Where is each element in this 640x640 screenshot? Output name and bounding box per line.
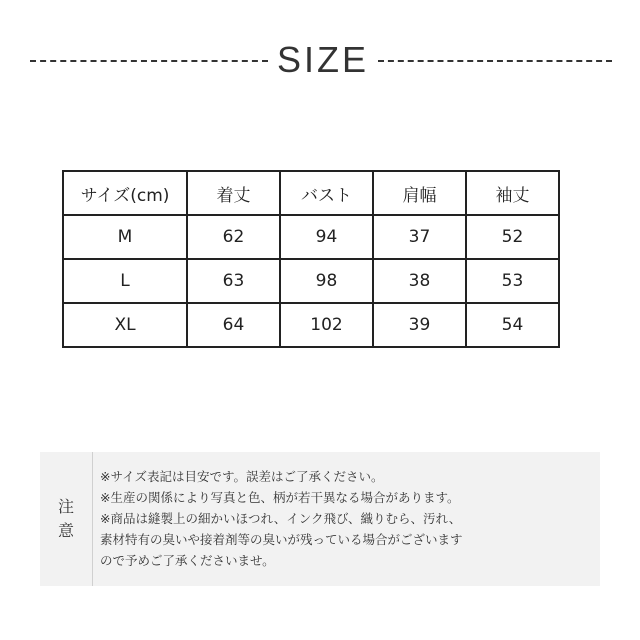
- table-header-row: [63, 171, 559, 215]
- size-table: [62, 170, 560, 348]
- table-cell: 53: [466, 259, 559, 303]
- table-cell: 64: [187, 303, 280, 347]
- notice-line: ※生産の関係により写真と色、柄が若干異なる場合があります。: [100, 490, 460, 505]
- header-cell-size: サイズ(cm): [63, 171, 187, 215]
- notice-label-text: 注意: [57, 497, 74, 540]
- table-cell: 37: [373, 215, 466, 259]
- notice-line: ※商品は縫製上の細かいほつれ、インク飛び、織りむら、汚れ、: [100, 511, 462, 526]
- header-cell-sleeve: 袖丈: [466, 171, 559, 215]
- notice-line: ので予めご了承くださいませ。: [100, 553, 275, 568]
- row-size-label: L: [63, 259, 187, 303]
- row-size-label: M: [63, 215, 187, 259]
- right-dashed-divider: [378, 60, 612, 62]
- notice-line: 素材特有の臭いや接着剤等の臭いが残っている場合がございます: [100, 532, 463, 547]
- header-cell-bust: バスト: [280, 171, 373, 215]
- table-cell: 102: [280, 303, 373, 347]
- left-dashed-divider: [30, 60, 268, 62]
- table-row: [63, 215, 559, 259]
- table-cell: 62: [187, 215, 280, 259]
- table-cell: 54: [466, 303, 559, 347]
- notice-line: ※サイズ表記は目安です。誤差はご了承ください。: [100, 469, 384, 484]
- table-cell: 38: [373, 259, 466, 303]
- notice-label: [40, 452, 93, 586]
- notice-box: [40, 452, 600, 586]
- table-cell: 94: [280, 215, 373, 259]
- page-title: SIZE: [276, 39, 369, 80]
- row-size-label: XL: [63, 303, 187, 347]
- table-cell: 63: [187, 259, 280, 303]
- table-row: [63, 303, 559, 347]
- header-cell-shoulder: 肩幅: [373, 171, 466, 215]
- table-row: [63, 259, 559, 303]
- size-header: [0, 38, 640, 82]
- table-cell: 98: [280, 259, 373, 303]
- table-cell: 52: [466, 215, 559, 259]
- header-cell-length: 着丈: [187, 171, 280, 215]
- table-cell: 39: [373, 303, 466, 347]
- notice-body: [100, 466, 596, 571]
